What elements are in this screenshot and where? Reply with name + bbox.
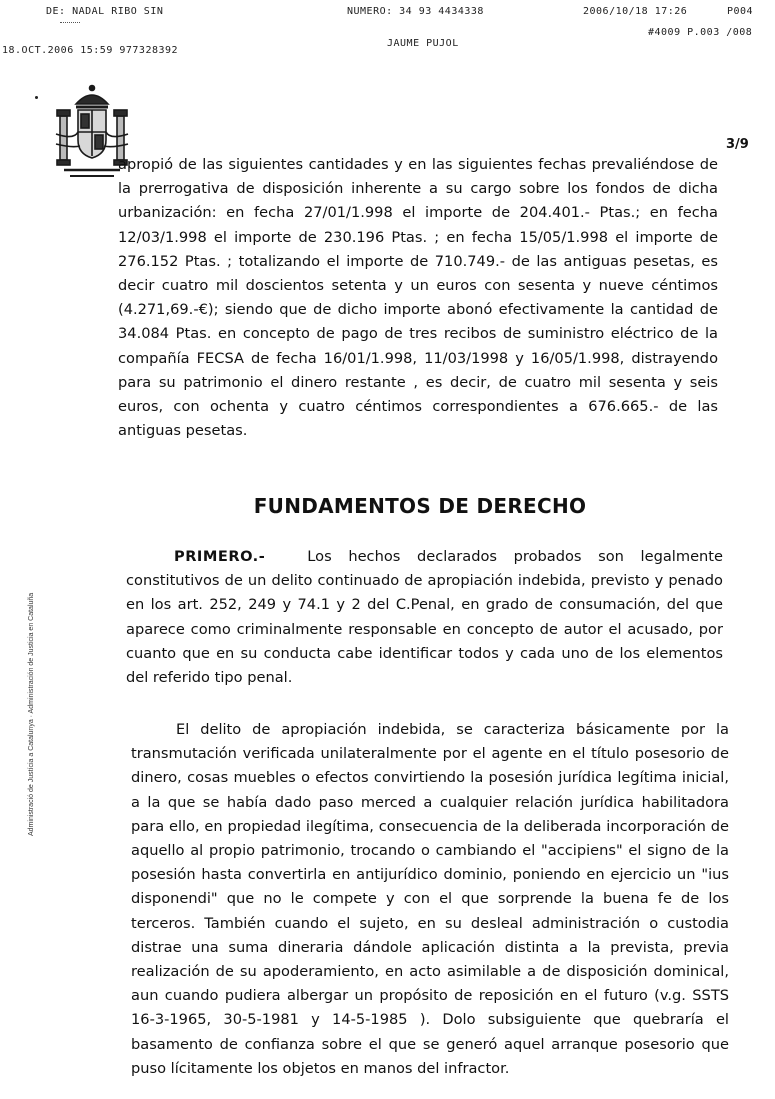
section-heading: FUNDAMENTOS DE DERECHO [253, 494, 587, 518]
fax-datetime: 2006/10/18 17:26 [583, 6, 688, 17]
doctrine-text: El delito de apropiación indebida, se caracteriza básicamente por la transmutación verificada unilateralmente por el agente en el título posesorio de dinero, cosas muebles o efectos convirtiendo la posesión jurídica legítima inicial, a la que se había dado paso merced a cualquier relación jurídica habilitadora para ello, en propiedad ilegítima, consecuencia de la deliberada incorporación de aquello al propio patrimonio, trocando o cambiando el "accipiens" el signo de la posesión hasta convertirla en antijurídico dominio, poniendo en ejercicio un "ius disponendi" que no le compete y con el que sorprende la buena fe de los terceros. También cuando el sujeto, en su desleal administración o custodia distrae una suma dineraria dándole aplicación distinta a la prevista, previa realización de su apoderamiento, en acto asimilable a de disposición dominical, aun cuando pudiera albergar un propósito de reposición en el futuro (v.g. SSTS 16-3-1965, 30-5-1981 y 14-5-1985 ). Dolo subsiguiente que quebraría el basamento de confianza sobre el que se generó aquel arranque posesorio que puso lícitamente los objetos en manos del infractor. [131, 721, 729, 1077]
fax-receive-time: 18.OCT.2006 15:59 977328392 [2, 45, 179, 56]
doctrine-paragraph [131, 718, 729, 1081]
facts-paragraph: apropió de las siguientes cantidades y en las siguientes fechas prevaliéndose de la prerrogativa de disposición inherente a su cargo sobre los fondos de dicha urbanización: en fecha 27/01/1.998 el importe de 204.401.- Ptas.; en fecha 12/03/1.998 el importe de 230.196 Ptas. ; en fecha 15/05/1.998 el importe de 276.152 Ptas. ; totalizando el importe de 710.749.- de las antiguas pesetas, es decir cuatro mil doscientos setenta y un euros con sesenta y nueve céntimos (4.271,69.-€); siendo que de dicho importe abonó efectivamente la cantidad de 34.084 Ptas. en concepto de pago de tres recibos de suministro eléctrico de la compañía FECSA de fecha 16/01/1.998, 11/03/1998 y 16/05/1.998, distrayendo para su patrimonio el dinero restante , es decir, de cuatro mil sesenta y seis euros, con ochenta y cuatro céntimos correspondientes a 676.665.- de las antiguas pesetas. [118, 156, 718, 440]
primero-text: Los hechos declarados probados son legalmente constitutivos de un delito continuado de apropiación indebida, previsto y penado en los art. 252, 249 y 74.1 y 2 del C.Penal, en grado de consumación, del que aparece como criminalmente responsable en concepto de autor el acusado, por cuanto que en su conducta cabe identificar todos y cada uno de los elementos del referido tipo penal. [126, 548, 723, 687]
fax-sender-name: JAUME PUJOL [387, 38, 459, 49]
margin-stamp: Administració de Justícia a Catalunya · Administración de Justicia en Cataluña [28, 592, 35, 836]
fax-sender: DE: NADAL RIBO SIN [46, 6, 164, 17]
primero-label: PRIMERO.- [174, 548, 266, 565]
scan-speck [35, 96, 38, 99]
fax-separator [60, 22, 80, 24]
page-number: 3/9 [726, 137, 749, 152]
fax-job-code: #4009 P.003 /008 [648, 27, 753, 38]
fax-page-code: P004 [727, 6, 754, 17]
primero-paragraph [126, 545, 723, 690]
fax-number: NUMERO: 34 93 4434338 [347, 6, 484, 17]
